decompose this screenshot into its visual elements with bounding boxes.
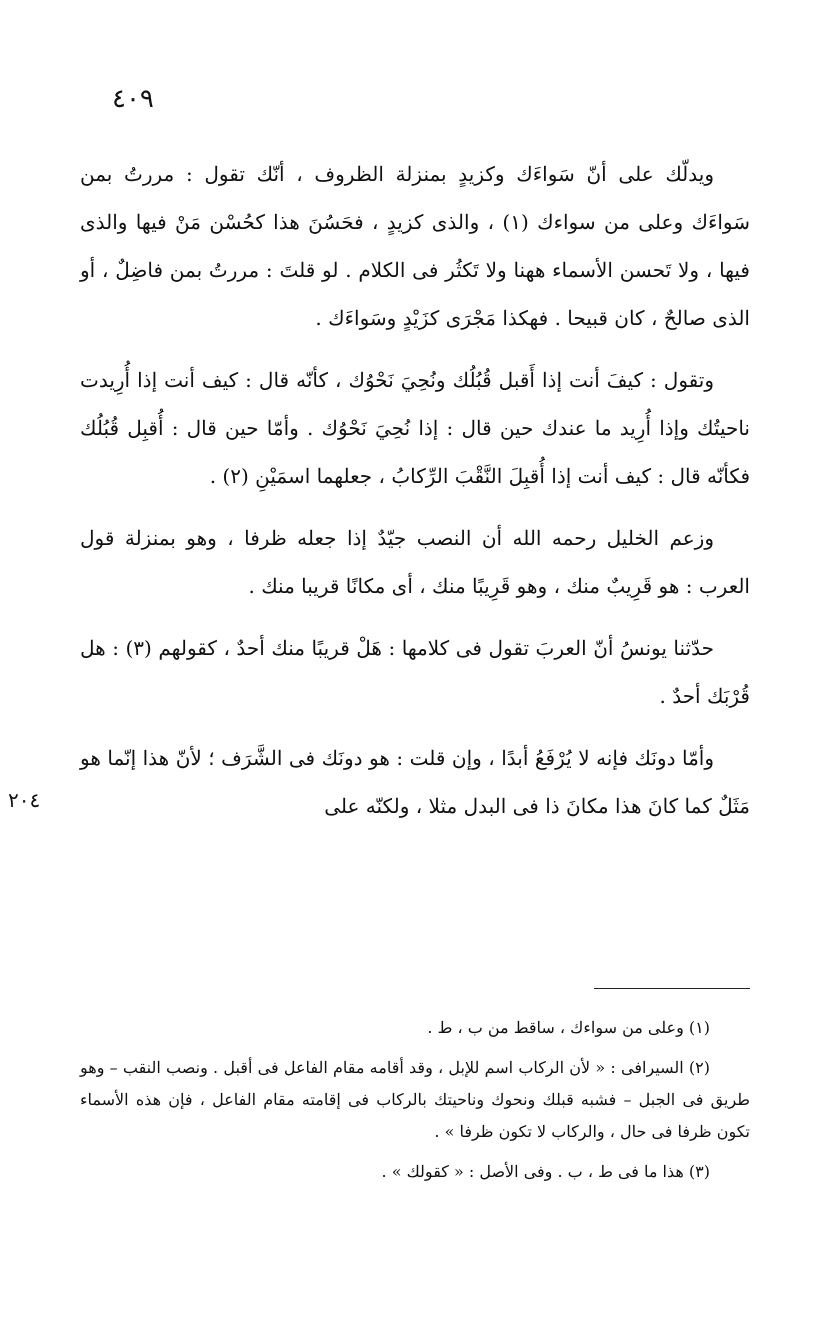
page-number: ٤٠٩ [112,84,154,114]
footnote: (١) وعلى من سواءك ، ساقط من ب ، ط . [427,1018,710,1037]
main-text [80,150,750,844]
paragraph: ويدلّك على أنّ سَواءَك وكزيدٍ بمنزلة الظروف ، أنّك تقول : مررتُ بمن سَواءَك وعلى من سواءك (١) ، والذى كزيدٍ ، فحَسُنَ هذا كحُسْن مَنْ فيها والذى فيها ، ولا تَحسن الأسماء ههنا ولا تَكثُر فى الكلام . لو قلتَ : مررتُ بمن فاضِلٌ ، أو الذى صالحٌ ، كان قبيحا . فهكذا مَجْرَى كزَيْدٍ وسَواءَك . [80,162,751,330]
footnote-divider [594,988,750,989]
footnotes [80,1012,750,1196]
paragraph: وتقول : كيفَ أنت إذا أَقبل قُبُلُك ونُحِيَ نَحْوُك ، كأنّه قال : كيف أنت إذا أُرِيدت ناحيتُك وإذا أُرِيد ما عندك حين قال : إذا نُحِيَ نَحْوُك . وأمّا حين قال : أُقبِل قُبُلُك فكأنّه قال : كيف أنت إذا أُقبِلَ النَّقْبَ الرِّكابُ ، جعلهما اسمَيْنِ (٢) . [80,368,750,488]
paragraph: وأمّا دونَك فإنه لا يُرْفَعُ أبدًا ، وإن قلت : هو دونَك فى الشَّرَف ؛ لأنّ هذا إنّما هو مَثَلٌ كما كانَ هذا مكانَ ذا فى البدل مثلا ، ولكنّه على [80,746,750,818]
margin-page-reference: ٢٠٤ [8,788,41,812]
paragraph: حدّثنا يونسُ أنّ العربَ تقول فى كلامها : هَلْ قريبًا منك أحدٌ ، كقولهم (٣) : هل قُرْبَك أحدٌ . [80,636,750,708]
paragraph: وزعم الخليل رحمه الله أن النصب جيّدٌ إذا جعله ظرفا ، وهو بمنزلة قول العرب : هو قَرِيبٌ منك ، وهو قَرِيبًا منك ، أى مكانًا قريبا منك . [80,526,750,598]
footnote: (٣) هذا ما فى ط ، ب . وفى الأصل : « كقولك » . [381,1162,710,1181]
footnote: (٢) السيرافى : « لأن الركاب اسم للإبل ، وقد أقامه مقام الفاعل فى أقبل . ونصب النقب – وهو طريق فى الجبل – فشبه قبلك ونحوك وناحيتك بالركاب فى إقامته مقام الفاعل ، فإن هذه الأسماء تكون ظرفا فى حال ، والركاب لا تكون ظرفا » . [80,1058,750,1141]
